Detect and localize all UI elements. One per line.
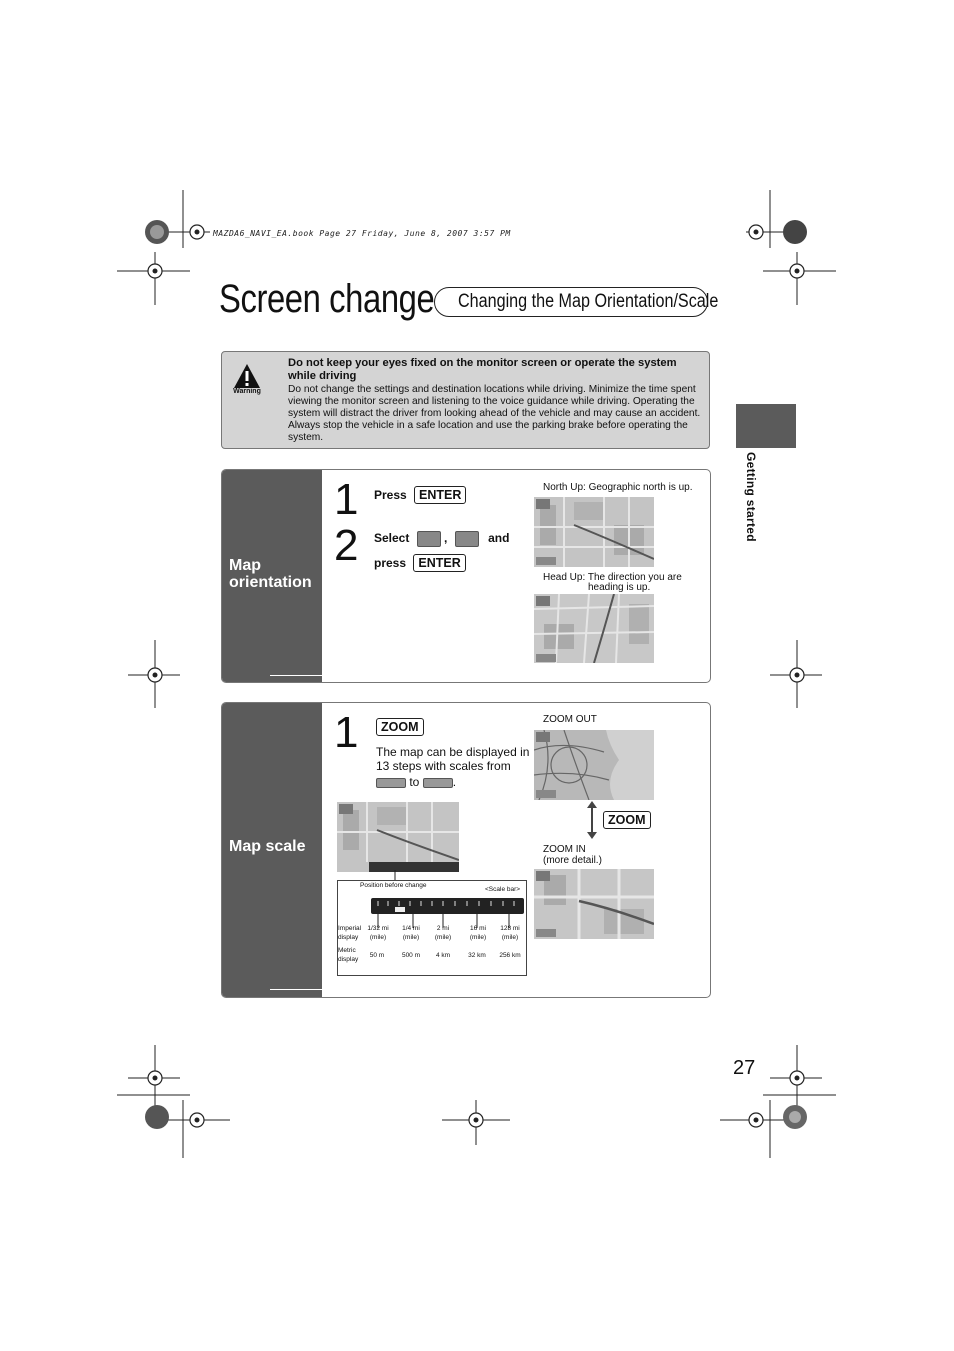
imperial-unit: (mile) — [501, 934, 519, 941]
enter-key: ENTER — [414, 486, 466, 504]
chapter-tab-text: Getting started — [744, 452, 758, 542]
subtitle-text: Changing the Map Orientation/Scale — [457, 291, 719, 312]
north-up-caption: North Up: Geographic north is up. — [543, 482, 693, 493]
max-scale-icon — [423, 778, 453, 788]
warning-icon-label: Warning — [233, 388, 261, 395]
print-header: MAZDA6_NAVI_EA.book Page 27 Friday, June 8, 2007 3:57 PM — [213, 229, 511, 238]
press-label: Press — [374, 488, 407, 502]
chapter-tab — [736, 404, 796, 448]
step-text — [374, 554, 466, 572]
map-graphic — [534, 497, 654, 567]
period: . — [452, 775, 457, 789]
imperial-unit: (mile) — [434, 934, 452, 941]
head-up-icon — [455, 531, 479, 547]
scale-desc-line3 — [376, 775, 456, 789]
metric-value: 500 m — [401, 952, 421, 959]
imperial-value: 2 mi — [436, 925, 450, 932]
north-up-map — [534, 497, 654, 567]
head-up-map — [534, 594, 654, 663]
metric-value: 32 km — [468, 952, 486, 959]
to-label: to — [409, 775, 420, 789]
metric-label-1: Metric — [338, 947, 356, 954]
imperial-unit: (mile) — [369, 934, 387, 941]
select-label: Select — [374, 531, 410, 546]
zoom-in-label-line1: ZOOM IN — [543, 844, 586, 855]
chapter-tab-label — [744, 452, 762, 572]
zoom-out-map — [534, 730, 654, 800]
zoom-in-map — [534, 869, 654, 939]
page-subtitle — [434, 287, 719, 317]
imperial-value: 128 mi — [500, 925, 520, 932]
imperial-label-1: Imperial — [338, 925, 362, 932]
head-up-caption-line2: heading is up. — [588, 582, 651, 593]
comma-label: , — [444, 531, 448, 546]
step-number: 1 — [334, 708, 359, 757]
zoom-arrow-icon — [586, 800, 598, 840]
step-number: 2 — [334, 521, 359, 570]
zoom-key: ZOOM — [603, 811, 651, 829]
warning-heading: Do not keep your eyes fixed on the monitor screen or operate the system while driving — [288, 357, 677, 382]
warning-icon — [233, 363, 261, 389]
position-before-change-label: Position before change — [360, 882, 427, 889]
scale-desc-line2: 13 steps with scales from — [376, 759, 511, 773]
metric-value: 50 m — [369, 952, 385, 959]
map-graphic — [534, 594, 654, 663]
imperial-unit: (mile) — [469, 934, 487, 941]
metric-value: 4 km — [435, 952, 451, 959]
map-graphic — [534, 730, 654, 800]
scale-screen-map — [337, 802, 459, 872]
step-text — [374, 486, 466, 504]
imperial-unit: (mile) — [402, 934, 420, 941]
imperial-label-2: display — [338, 934, 359, 941]
and-label: and — [488, 531, 510, 546]
min-scale-icon — [376, 778, 406, 788]
imperial-value: 16 mi — [470, 925, 486, 932]
enter-key: ENTER — [413, 554, 465, 572]
step-number: 1 — [334, 475, 359, 524]
page-title: Screen change — [219, 277, 435, 321]
warning-body: Do not change the settings and destination locations while driving. Minimize the time spent viewing the monitor screen and listening to the voice guidance while driving. Operating the system will distract the driver from looking ahead of the vehicle and may cause an accident. Always stop the vehicle in a safe location and use the parking brake before operating the system. — [288, 384, 701, 443]
scale-bar-label: <Scale bar> — [485, 886, 521, 893]
step-text — [374, 531, 509, 547]
scale-desc-line1: The map can be displayed in — [376, 745, 530, 759]
map-graphic — [337, 802, 459, 872]
imperial-value: 1/32 mi — [367, 925, 389, 932]
north-up-icon — [417, 531, 441, 547]
press-label: press — [374, 556, 407, 570]
zoom-out-label: ZOOM OUT — [543, 714, 597, 725]
zoom-in-label-line2: (more detail.) — [543, 855, 602, 866]
metric-value: 256 km — [499, 952, 521, 959]
map-graphic — [534, 869, 654, 939]
metric-label-2: display — [338, 956, 359, 963]
head-up-caption-line1: Head Up: The direction you are — [543, 572, 682, 583]
sidebar-rule — [270, 989, 322, 990]
sidebar-rule — [270, 675, 322, 676]
zoom-key: ZOOM — [376, 718, 424, 736]
map-scale-label: Map scale — [229, 838, 306, 855]
imperial-value: 1/4 mi — [402, 925, 420, 932]
page-number: 27 — [733, 1057, 756, 1079]
map-orientation-label: Map orientation — [229, 557, 312, 591]
